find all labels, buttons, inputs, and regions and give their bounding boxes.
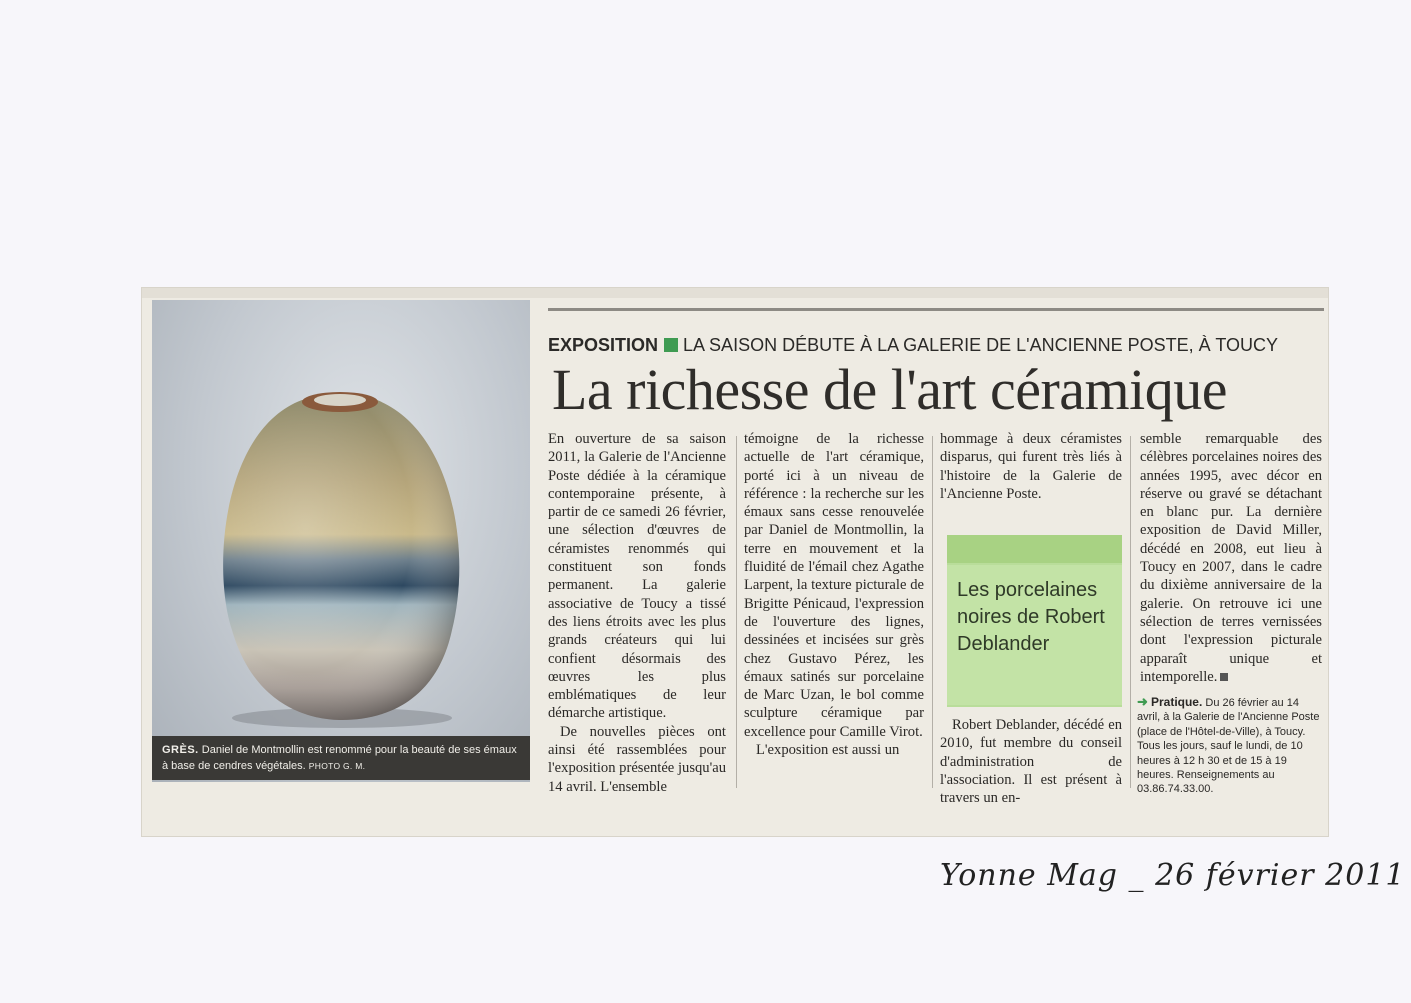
caption-label: GRÈS. (162, 744, 199, 756)
column-divider (736, 436, 737, 788)
clipping-edge (142, 288, 1328, 298)
paragraph: En ouverture de sa saison 2011, la Galerie de l'Ancienne Poste dédiée à la céramique contemporaine présente, à partir de ce samedi 26 février, une sélection d'œuvres de céramistes renommés qui constituent son fonds permanent. La galerie associative de Toucy a tissé des liens étroits avec les plus grands créateurs qui lui confient désormais des œuvres les plus emblématiques de leur démarche artistique. (548, 431, 726, 722)
practical-text: Du 26 février au 14 avril, à la Galerie de l'Ancienne Poste (place de l'Hôtel-de-Ville), à Toucy. Tous les jours, sauf le lundi, de 10 heures à 12 h 30 et de 15 à 19 heures. Renseignements au 03.86.74.33.00. (1137, 697, 1320, 796)
paragraph: De nouvelles pièces ont ainsi été rassemblées pour l'exposition présentée jusqu'au 14 avril. L'ensemble (548, 723, 726, 795)
top-rule (548, 308, 1324, 311)
paragraph: L'exposition est aussi un (756, 742, 900, 759)
kicker (548, 334, 1328, 356)
paragraph-text: semble remarquable des célèbres porcelaines noires des années 1995, avec décor en réserve ou gravé se détachant en blanc pur. La dernière exposition de David Miller, décédé en 2008, eut lieu à Toucy en 2007, dans le cadre du dixième anniversaire de la galerie. On retrouve ici une sélection de terres vernissées dont l'expression picturale apparaît unique et intemporelle. (1140, 431, 1322, 685)
sidebar-box (947, 535, 1122, 707)
vase-photo (152, 300, 530, 782)
column-3 (940, 430, 1122, 503)
box-band (947, 535, 1122, 563)
headline: La richesse de l'art céramique (552, 357, 1227, 422)
column-3-continued (940, 716, 1122, 807)
paragraph: témoigne de la richesse actuelle de l'art céramique, porté ici à un niveau de référence : la recherche sur les émaux sans cesse renouvelée par Daniel de Montmollin, la terre en mouvement et la fluidité de l'émail chez Agathe Larpent, la texture picturale de Brigitte Pénicaud, l'expression de l'ouverture des lignes, dessinées et incisées sur grès chez Gustavo Pérez, les émaux satinés sur porcelaine de Marc Uzan, le bol comme sculpture céramique par excellence pour Camille Virot. (744, 431, 924, 740)
photo-credit: PHOTO G. M. (308, 761, 366, 771)
arrow-right-icon: ➜ (1137, 694, 1148, 709)
kicker-tag: EXPOSITION (548, 335, 659, 355)
handwritten-annotation: Yonne Mag _ 26 février 2011 (940, 858, 1406, 893)
green-square-icon (664, 338, 678, 352)
box-title: Les porcelaines noires de Robert Deblander (957, 579, 1105, 655)
caption-text: Daniel de Montmollin est renommé pour la beauté de ses émaux à base de cendres végétales. (162, 744, 517, 772)
paragraph: Robert Deblander, décédé en 2010, fut membre du conseil d'administration de l'association. Il est présent à travers un en- (940, 717, 1122, 807)
column-2 (744, 430, 924, 759)
paragraph (1140, 430, 1322, 686)
newspaper-clipping (142, 288, 1328, 836)
paragraph: hommage à deux céramistes disparus, qui furent très liés à l'histoire de la Galerie de l'Ancienne Poste. (940, 431, 1122, 502)
practical-info (1137, 695, 1324, 797)
column-divider (932, 436, 933, 788)
photo-caption (152, 736, 530, 780)
vase-illustration (152, 300, 530, 782)
end-square-icon (1220, 673, 1228, 681)
column-divider (1130, 436, 1131, 788)
kicker-text: LA SAISON DÉBUTE À LA GALERIE DE L'ANCIENNE POSTE, À TOUCY (683, 335, 1278, 355)
practical-label: Pratique. (1150, 695, 1203, 709)
column-4 (1140, 430, 1322, 686)
column-1 (548, 430, 726, 796)
